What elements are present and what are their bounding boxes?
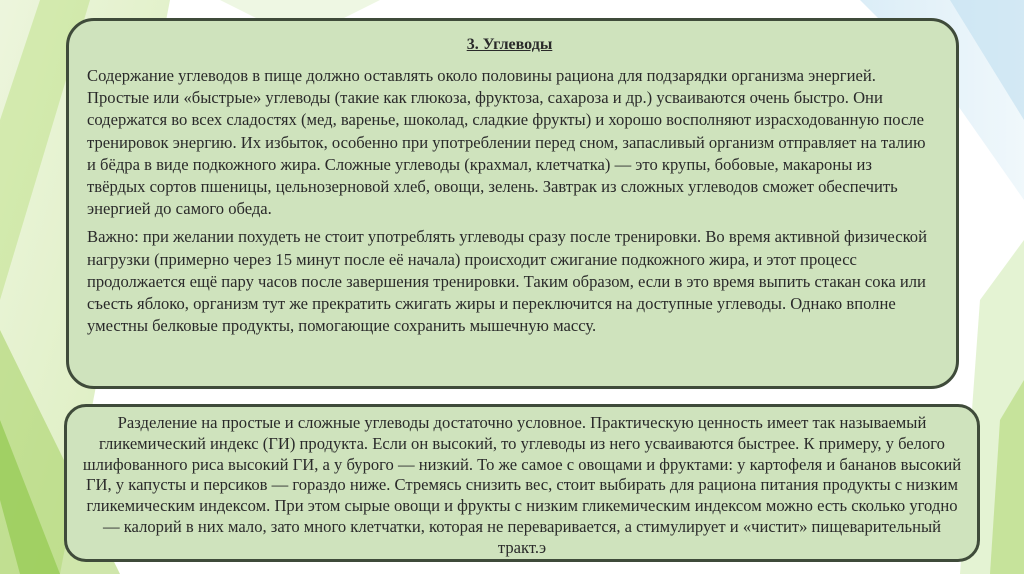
section-heading: 3. Углеводы (466, 36, 553, 53)
glycemic-index-box (64, 404, 980, 562)
paragraph-glycemic-index: Разделение на простые и сложные углеводы достаточно условное. Практическую ценность имеет так называемый гликемический индекс (ГИ) продукта. Если он высокий, то углеводы из него усваиваются быстрее. К примеру, у белого шлифованного риса высокий ГИ, а у бурого — низкий. То же самое с овощами и фруктами: у картофеля и бананов высокий ГИ, у капусты и персиков — гораздо ниже. Стремясь снизить вес, стоит выбирать для рациона питания продукты с низким гликемическим индексом. При этом сырые овощи и фрукты с низким гликемическим индексом можно есть сколько угодно — калорий в них мало, зато много клетчатки, которая не переваривается, а стимулирует и «чистит» пищеварительный тракт.э (82, 413, 962, 557)
paragraph-carbohydrates-intro: Содержание углеводов в пище должно оставлять около половины рациона для подзарядки организма энергией. Простые или «быстрые» углеводы (такие как глюкоза, фруктоза, сахароза и др.) усваиваются очень быстро. Они содержатся во всех сладостях (мед, варенье, шоколад, сладкие фрукты) и хорошо восполняют израсходованную после тренировок энергию. Их избыток, особенно при употреблении перед сном, запасливый организм отправляет на талию и бёдра в виде подкожного жира. Сложные углеводы (крахмал, клетчатка) — это крупы, бобовые, макароны из твёрдых сортов пшеницы, цельнозерновой хлеб, овощи, зелень. Завтрак из сложных углеводов сможет обеспечить энергией до самого обеда. (87, 66, 926, 219)
paragraph-carbohydrates-important: Важно: при желании похудеть не стоит употреблять углеводы сразу после тренировки. Во время активной физической нагрузки (примерно через 15 минут после её начала) происходит сжигание подкожного жира, и этот процесс продолжается ещё пару часов после завершения тренировки. Таким образом, если в это время выпить стакан сока или съесть яблоко, организм тут же прекратить сжигать жиры и переключится на доступные углеводы. Однако вполне уместны белковые продукты, помогающие сохранить мышечную массу. (87, 227, 927, 336)
main-content-box (66, 18, 959, 389)
